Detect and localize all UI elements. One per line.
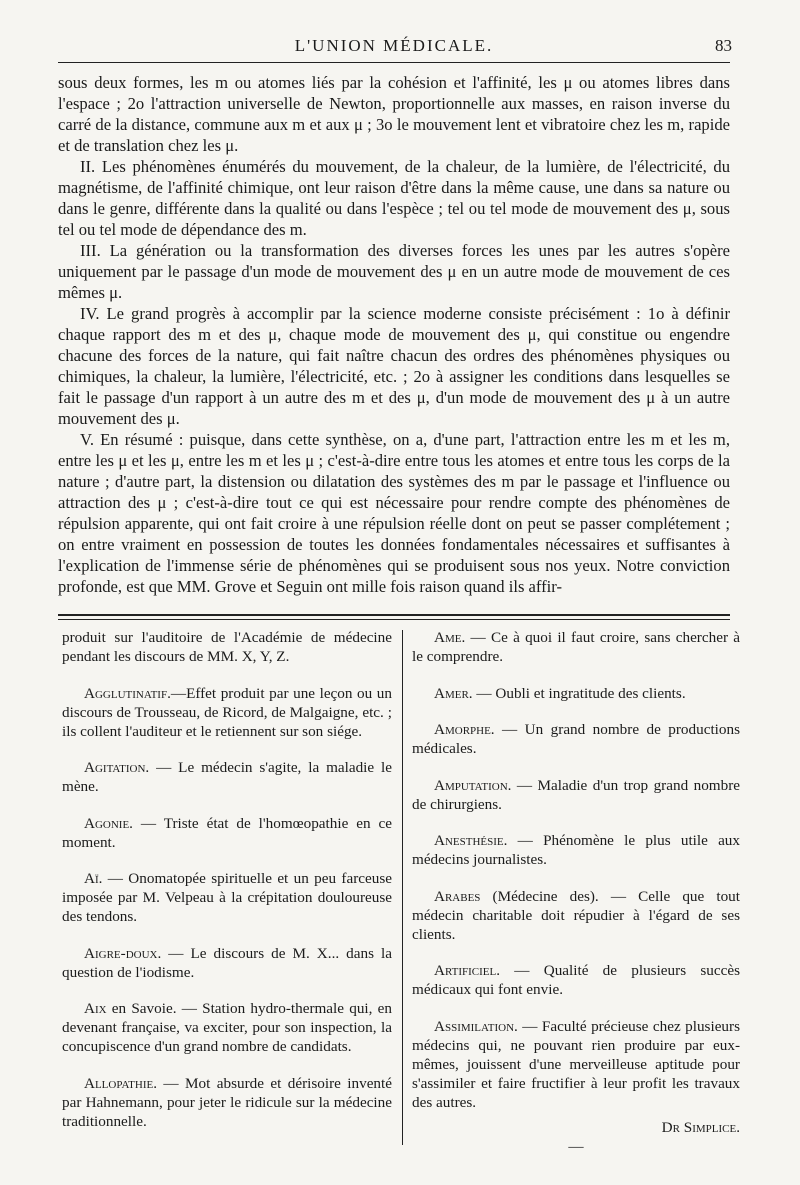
end-mark: —: [568, 1137, 584, 1155]
glossary-entry: [412, 1017, 740, 1112]
entry-term: Anesthésie.: [434, 832, 508, 849]
entry-term: Agonie.: [84, 814, 133, 832]
glossary-entry: [412, 628, 740, 666]
paragraph-v: V. En résumé : puisque, dans cette synthèse, on a, d'une part, l'attraction entre les m et les m, entre les μ et les μ, entre les m et les μ ; c'est-à-dire entre tous les atomes et entre tous les corps de la nature ; d'autre part, la distension ou dilatation des systèmes des m par le passage et l'influence ou attraction des μ ; c'est-à-dire tout ce qui est nécessaire pour rendre compte des phénomènes de répulsion apparente, qui ont fait croire à une répulsion réelle dont on peut se passer complétement ; on entre vraiment en possession de toutes les données fondamentales nécessaires et suffisantes à l'explication de l'immense série de phénomènes qui se produisent sous nos yeux. Notre conviction profonde, est que MM. Grove et Seguin ont mille fois raison quand ils affir-: [58, 430, 730, 596]
glossary-entry: [62, 944, 392, 982]
glossary-left-column: [62, 628, 392, 1148]
glossary-entry: [412, 720, 740, 758]
glossary-entry: [62, 869, 392, 926]
paragraph-iv: IV. Le grand progrès à accomplir par la science moderne consiste précisément : 1o à définir chaque rapport des m et des μ, chaque mode de mouvement des μ, qui constitue ou engendre chacune des forces de la nature, qui fait naître chacun des ordres des phénomènes physiques ou chimiques, la chaleur, la lumière, l'électricité, etc. ; 2o à assigner les conditions dans lesquelles se fait le passage d'un rapport à un autre des m et des μ, d'un mode de mouvement des μ à un autre mouvement des μ.: [58, 304, 730, 428]
entry-term: Aix: [84, 1000, 107, 1017]
entry-text: — Phénomène le plus utile aux médecins journalistes.: [412, 832, 740, 868]
page-header: [58, 30, 730, 62]
author-signature: Dr Simplice.: [661, 1118, 740, 1136]
glossary-entry: [412, 887, 740, 944]
entry-text: — Le discours de M. X... dans la question de l'iodisme.: [62, 944, 392, 981]
glossary-entry: [62, 814, 392, 852]
glossary-entry: [62, 758, 392, 796]
entry-term: Aigre-doux.: [84, 944, 162, 962]
entry-text: — Qualité de plusieurs succès médicaux qui font envie.: [412, 962, 740, 998]
entry-term: Allopathie.: [84, 1074, 158, 1092]
glossary-entry: [62, 628, 392, 666]
entry-text: — Oubli et ingratitude des clients.: [472, 684, 686, 702]
glossary-entry: [62, 999, 392, 1056]
entry-term: Aï.: [84, 870, 103, 887]
glossary-entry: [412, 684, 740, 703]
paragraph-iii: III. La génération ou la transformation des diverses forces les unes par les autres s'opère uniquement par le passage d'un mode de mouvement des μ en un autre mode de mouvement de ces mêmes μ.: [58, 241, 730, 302]
section-rule-thin: [58, 619, 730, 620]
entry-text: produit sur l'auditoire de l'Académie de médecine pendant les discours de MM. X, Y, Z.: [62, 629, 392, 665]
section-rule-thick: [58, 614, 730, 616]
entry-term: Amer.: [434, 684, 473, 702]
entry-text: (Médecine des). — Celle que tout médecin charitable doit répudier à l'égard de ses clients.: [412, 887, 740, 943]
entry-term: Amputation.: [434, 776, 512, 794]
column-divider: [402, 630, 403, 1145]
glossary-entry: [412, 776, 740, 814]
main-text: [58, 72, 730, 597]
entry-term: Arabes: [434, 887, 481, 905]
paragraph-intro: sous deux formes, les m ou atomes liés par la cohésion et l'affinité, les μ ou atomes libres dans l'espace ; 2o l'attraction universelle de Newton, proportionnelle aux masses, en raison inverse du carré de la distance, commune aux m et aux μ ; 3o le mouvement lent et vibratoire chez les m, rapide et de translation chez les μ.: [58, 73, 730, 155]
entry-term: Assimilation.: [434, 1017, 518, 1035]
entry-term: Amorphe.: [434, 721, 495, 738]
entry-term: Agglutinatif.: [84, 684, 171, 702]
entry-text: — Mot absurde et dérisoire inventé par Hahnemann, pour jeter le ridicule sur la médecine traditionnelle.: [62, 1074, 392, 1130]
glossary-entry: [62, 1074, 392, 1131]
entry-text: en Savoie. — Station hydro-thermale qui, en devenant française, va exciter, pour son inspection, la concupiscence d'un grand nombre de candidats.: [62, 1000, 392, 1055]
entry-text: — Ce à quoi il faut croire, sans chercher à le comprendre.: [412, 629, 740, 665]
glossary-entry: [412, 961, 740, 999]
entry-text: — Triste état de l'homœopathie en ce moment.: [62, 814, 392, 851]
glossary-right-column: [412, 628, 740, 1156]
entry-text: — Faculté précieuse chez plusieurs médecins qui, ne pouvant rien produire par eux-mêmes, jouissent d'une merveilleuse aptitude pour s'assimiler et faire fructifier à leur profit les travaux des autres.: [412, 1017, 740, 1111]
glossary-entry: [62, 684, 392, 741]
entry-term: Agitation.: [84, 759, 150, 776]
glossary-entry: [412, 831, 740, 869]
entry-text: —Effet produit par une leçon ou un discours de Trousseau, de Ricord, de Malgaigne, etc. ; ils collent l'auditeur et le retiennent sur son siége.: [62, 684, 392, 740]
entry-text: — Onomatopée spirituelle et un peu farceuse imposée par M. Velpeau à la crépitation douloureuse des tendons.: [62, 870, 392, 925]
entry-text: — Maladie d'un trop grand nombre de chirurgiens.: [412, 776, 740, 813]
header-rule: [58, 62, 730, 63]
page-number: 83: [715, 36, 732, 55]
paragraph-ii: II. Les phénomènes énumérés du mouvement, de la chaleur, de la lumière, de l'électricité, du magnétisme, de l'affinité chimique, ont leur raison d'être dans la même cause, une dans sa nature ou dans le genre, différente dans la qualité ou dans l'espèce ; tel ou tel mode de mouvement des μ, sous tel ou tel mode de dépendance des m.: [58, 157, 730, 239]
journal-title: L'UNION MÉDICALE.: [294, 36, 494, 55]
entry-term: Artificiel.: [434, 962, 501, 979]
entry-term: Ame.: [434, 629, 466, 646]
entry-text: — Le médecin s'agite, la maladie le mène.: [62, 759, 392, 795]
entry-text: — Un grand nombre de productions médicales.: [412, 721, 740, 757]
